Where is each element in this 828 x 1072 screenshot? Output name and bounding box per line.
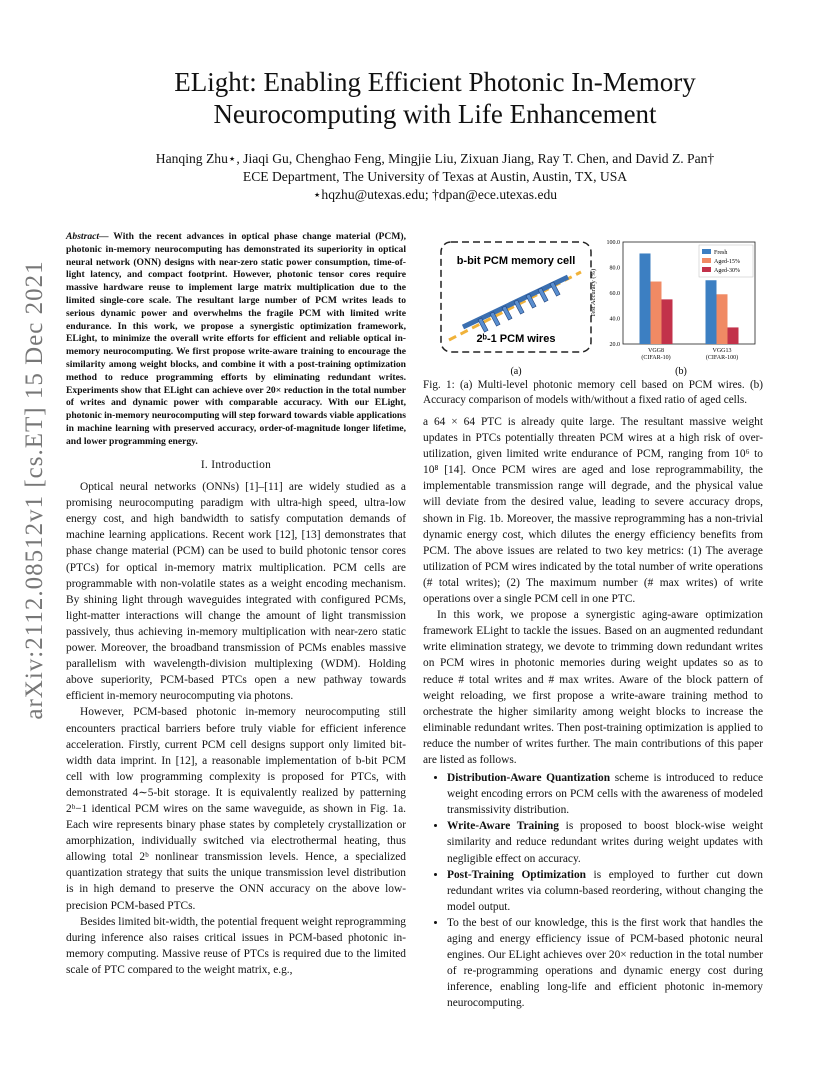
author-block: [80, 150, 790, 204]
contribution-item: [447, 867, 763, 915]
x-tick-label: VGG8: [648, 348, 664, 354]
legend-label: Fresh: [714, 250, 728, 256]
contribution-item: [447, 770, 763, 818]
waveguide: [449, 272, 581, 340]
y-tick-label: 80.0: [609, 265, 620, 272]
bar: [717, 294, 728, 344]
legend-swatch: [702, 249, 711, 254]
y-tick-label: 20.0: [609, 342, 620, 348]
x-tick-label: VGG13: [712, 348, 732, 354]
x-tick-label: (CIFAR-10): [641, 355, 671, 361]
contribution-title: Distribution-Aware Quantization: [447, 772, 611, 785]
y-tick-label: 40.0: [609, 316, 620, 323]
contribution-list: [423, 770, 763, 1011]
legend-label: Aged-15%: [714, 259, 740, 265]
paper-title: [110, 66, 760, 130]
figure-1-graphic: [423, 232, 763, 382]
bar: [728, 327, 739, 344]
section-heading: I. Introduction: [200, 459, 272, 471]
accuracy-chart: [590, 240, 755, 361]
intro-column-left: [66, 445, 406, 978]
contribution-text: is employed to further cut down redundant writes via column-based reordering, without changing the model output.: [447, 868, 763, 913]
intro-paragraph-2: However, PCM-based photonic in-memory neurocomputing still encounters practical barriers before truly viable for efficient inference acceleration. Firstly, current PCM cell designs support only limited bit-width data imprint. In [12], a reasonable implementation of b-bit PCM cell with low programming complexity is proposed for PTCs, with demonstrated 4∼5-bit storage. It is equivalently realized by patterning 2ᵇ−1 identical PCM wires on the same waveguide, as shown in Fig. 1a. Each wire represents binary phase states by completely crystallization or amorphization, individually switched via electrothermal heating, thus allowing total 2ᵇ nonlinear transmission levels. Hence, a specialized quantization strategy that suits the unique transmission level distribution is in high demand to preserve the ONN accuracy on the above low-precision PCM-based PTCs.: [66, 706, 406, 912]
legend-swatch: [702, 267, 711, 272]
abstract: [66, 231, 406, 449]
title-line-2: Neurocomputing with Life Enhancement: [213, 99, 657, 129]
abstract-text: With the recent advances in optical phase change material (PCM), photonic in-memory neurocomputing has demonstrated its superiority in optical neural network (ONN) designs with near-zero static power consumption, time-of-light latency, and compact footprint. However, photonic tensor cores require massive hardware reuse to implement large matrix multiplication due to the limited single-core scale. The resultant large number of PCM writes leads to serious dynamic power and overwhelms the fragile PCM with limited write endurance. In this work, we propose a synergistic optimization framework, ELight, to minimize the overall write efforts for efficient and reliable optical in-memory neurocomputing. We first propose write-aware training to encourage the similarity among weight blocks, and combine it with a post-training optimization method to reduce programming efforts by eliminating redundant writes. Experiments show that ELight can achieve over 20× reduction in the total number of writes and dynamic power with comparable accuracy. With our ELight, photonic in-memory neurocomputing will step forward towards viable applications in machine learning with preserved accuracy, order-of-magnitude longer lifetime, and lower programming energy.: [66, 231, 406, 447]
figure-1: [423, 232, 763, 392]
right-paragraph-2: In this work, we propose a synergistic aging-aware optimization framework ELight to tackle the issues. Based on an augmented redundant write elimination strategy, we devote to trimming down redundant writes on PCM wires in photonic memories during weight updates so as to reduce # total writes and # max writes. Aware of the block pattern of weight reloading, we first propose a write-aware training method to orchestrate the higher similarity among weight blocks to increase the eliminable redundant writes. Then post-training optimization is applied to reduce the number of writes further. The main contributions of this paper are listed as follows.: [423, 609, 763, 766]
x-tick-label: (CIFAR-100): [705, 355, 739, 361]
affiliation: ECE Department, The University of Texas at Austin, Austin, TX, USA: [242, 169, 628, 184]
contribution-title: Write-Aware Training: [447, 820, 559, 833]
arxiv-stamp: arXiv:2112.08512v1 [cs.ET] 15 Dec 2021: [21, 260, 48, 720]
legend-swatch: [702, 258, 711, 263]
title-line-1: ELight: Enabling Efficient Photonic In-Memory: [174, 67, 696, 97]
right-paragraph-1: a 64 × 64 PTC is already quite large. The resultant massive weight updates in PTCs potentially threaten PCM wires at a high risk of over-utilization, given limited write endurance of PCM, ranging from 10⁶ to 10⁸ [14]. Once PCM wires are aged and lose reprogrammability, the implementable transmission range will degrade, and the physical value will deviate from the desired value, leading to severe accuracy drops, shown in Fig. 1b. Moreover, the massive reprogramming has a non-trivial dynamic energy cost, which dilutes the energy efficiency benefits from PCM. The above issues are related to two key metrics: (1) The average utilization of PCM wires indicated by the total number of write operations (# total writes); (2) The maximum number (# max writes) of write operations over a single PCM cell in one PTC.: [423, 416, 763, 606]
y-tick-label: 60.0: [609, 291, 620, 297]
panel-a-label: (a): [510, 366, 522, 377]
intro-column-right: [423, 414, 763, 1011]
author-emails: ⋆hqzhu@utexas.edu; †dpan@ece.utexas.edu: [312, 187, 558, 202]
bar: [640, 253, 651, 344]
legend-label: Aged-30%: [714, 268, 740, 274]
panel-a-title: b-bit PCM memory cell: [456, 255, 576, 267]
contribution-item: [447, 915, 763, 1012]
y-tick-label: 100.0: [606, 240, 620, 246]
panel-b-label: (b): [675, 366, 687, 377]
abstract-label: Abstract—: [66, 231, 109, 242]
contribution-title: Post-Training Optimization: [447, 868, 586, 881]
contribution-text: is proposed to boost block-wise weight similarity and reduce redundant writes during weight updates with negligible effect on accuracy.: [447, 820, 764, 865]
author-list: Hanqing Zhu⋆, Jiaqi Gu, Chenghao Feng, Mingjie Liu, Zixuan Jiang, Ray T. Chen, and David Z. Pan†: [155, 151, 715, 166]
bar: [706, 280, 717, 344]
contribution-text: scheme is introduced to reduce weight encoding errors on PCM cells with the awareness of modeled transmissivity distribution.: [447, 772, 764, 817]
contribution-item: [447, 818, 763, 866]
intro-paragraph-1: Optical neural networks (ONNs) [1]–[11] are widely studied as a promising neurocomputing paradigm with ultra-high speed, ultra-low energy cost, and high bandwidth to satisfy computation demands of machine learning applications. Recent work [12], [13] demonstrates that phase change material (PCM) can be used to build photonic tensor cores (PTCs) for optical in-memory matrix multiplication. PCM cells are programmable with non-volatile states as a weight encoding mechanism. By shining light through waveguides integrated with configured PCMs, light-matter interactions will change the amount of light transmission passively, thus achieving in-memory multiplication with near-zero static power. Moreover, the broadband transmission of PCMs enables massive parallelism with wavelength-division multiplexing (WDM). Holding above superiority, PCM-based PTCs open a new pathway towards efficient in-memory neurocomputing via photons.: [66, 481, 406, 703]
figure-1-caption: Fig. 1: (a) Multi-level photonic memory cell based on PCM wires. (b) Accuracy comparison of models with/without a fixed ratio of aged cells.: [423, 379, 763, 406]
y-axis-label: Test Accuracy (%): [590, 268, 597, 318]
panel-a-bottom-label: 2ᵇ-1 PCM wires: [476, 333, 556, 345]
bar: [651, 282, 662, 344]
contribution-text: To the best of our knowledge, this is the first work that handles the aging and energy efficiency issue of PCM-based photonic neural engines. Our ELight achieves over 20× reduction in the total number of re-programming operations and dynamic energy cost during inference, enabling long-life and efficient photonic in-memory neurocomputing.: [447, 916, 763, 1010]
bar: [662, 299, 673, 344]
intro-paragraph-3: Besides limited bit-width, the potential frequent weight reprogramming during inference also raises critical issues in PCM-based photonic in-memory computing. Massive reuse of PTCs is required due to the limited scale of PTC compared to the weight matrix, e.g.,: [66, 915, 406, 976]
